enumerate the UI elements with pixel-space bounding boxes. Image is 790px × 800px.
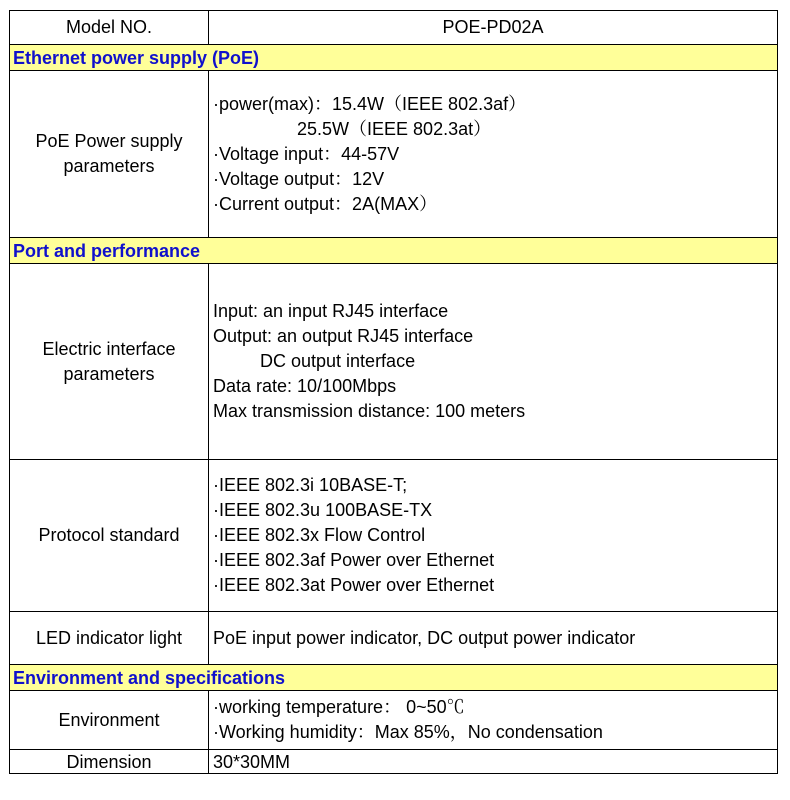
- poe-param-line: ·Voltage input：44-57V: [213, 143, 400, 164]
- electric-line: Max transmission distance: 100 meters: [213, 401, 526, 421]
- protocol-line: ·IEEE 802.3i 10BASE-T;: [213, 475, 408, 495]
- protocol-line: ·IEEE 802.3at Power over Ethernet: [213, 575, 495, 595]
- model-label: Model NO.: [10, 11, 209, 45]
- section-poe-title: Ethernet power supply (PoE): [10, 45, 778, 71]
- electric-line: Input: an input RJ45 interface: [213, 301, 449, 321]
- electric-line: Data rate: 10/100Mbps: [213, 376, 397, 396]
- poe-params-label-line: parameters: [63, 156, 155, 176]
- environment-line: ·Working humidity：Max 85%，No condensation: [213, 722, 603, 742]
- protocol-row: [10, 460, 778, 612]
- poe-param-line: ·Voltage output：12V: [213, 168, 385, 189]
- poe-params-label-line: PoE Power supply: [35, 131, 183, 151]
- environment-label: Environment: [10, 691, 209, 750]
- poe-param-line: 25.5W（IEEE 802.3at）: [297, 118, 492, 139]
- dimension-value: 30*30MM: [209, 750, 778, 774]
- led-value: PoE input power indicator, DC output power indicator: [209, 612, 778, 665]
- section-poe-row: [10, 45, 778, 71]
- electric-row: [10, 264, 778, 460]
- environment-line: ·working temperature： 0~50℃: [213, 697, 465, 717]
- protocol-value: [209, 460, 778, 612]
- dimension-label: Dimension: [10, 750, 209, 774]
- protocol-line: ·IEEE 802.3af Power over Ethernet: [213, 550, 495, 570]
- spec-table: [9, 10, 778, 774]
- environment-value: [209, 691, 778, 750]
- poe-param-line: ·power(max)：15.4W（IEEE 802.3af）: [213, 93, 527, 114]
- electric-label-line: parameters: [63, 363, 155, 384]
- model-row: [10, 11, 778, 45]
- protocol-label: Protocol standard: [10, 460, 209, 612]
- section-port-title: Port and performance: [10, 238, 778, 264]
- led-label: LED indicator light: [10, 612, 209, 665]
- section-port-row: [10, 238, 778, 264]
- electric-label-line: Electric interface: [42, 338, 176, 359]
- poe-params-label: [10, 71, 209, 238]
- protocol-line: ·IEEE 802.3x Flow Control: [213, 525, 426, 545]
- model-value: POE-PD02A: [209, 11, 778, 45]
- protocol-line: ·IEEE 802.3u 100BASE-TX: [213, 500, 433, 520]
- led-row: [10, 612, 778, 665]
- section-env-title: Environment and specifications: [10, 665, 778, 691]
- electric-value: [209, 264, 778, 460]
- electric-line: DC output interface: [260, 351, 416, 371]
- electric-label: [10, 264, 209, 460]
- poe-params-row: [10, 71, 778, 238]
- poe-params-value: [209, 71, 778, 238]
- dimension-row: [10, 750, 778, 774]
- poe-param-line: ·Current output：2A(MAX）: [213, 193, 438, 214]
- section-env-row: [10, 665, 778, 691]
- environment-row: [10, 691, 778, 750]
- electric-line: Output: an output RJ45 interface: [213, 326, 474, 346]
